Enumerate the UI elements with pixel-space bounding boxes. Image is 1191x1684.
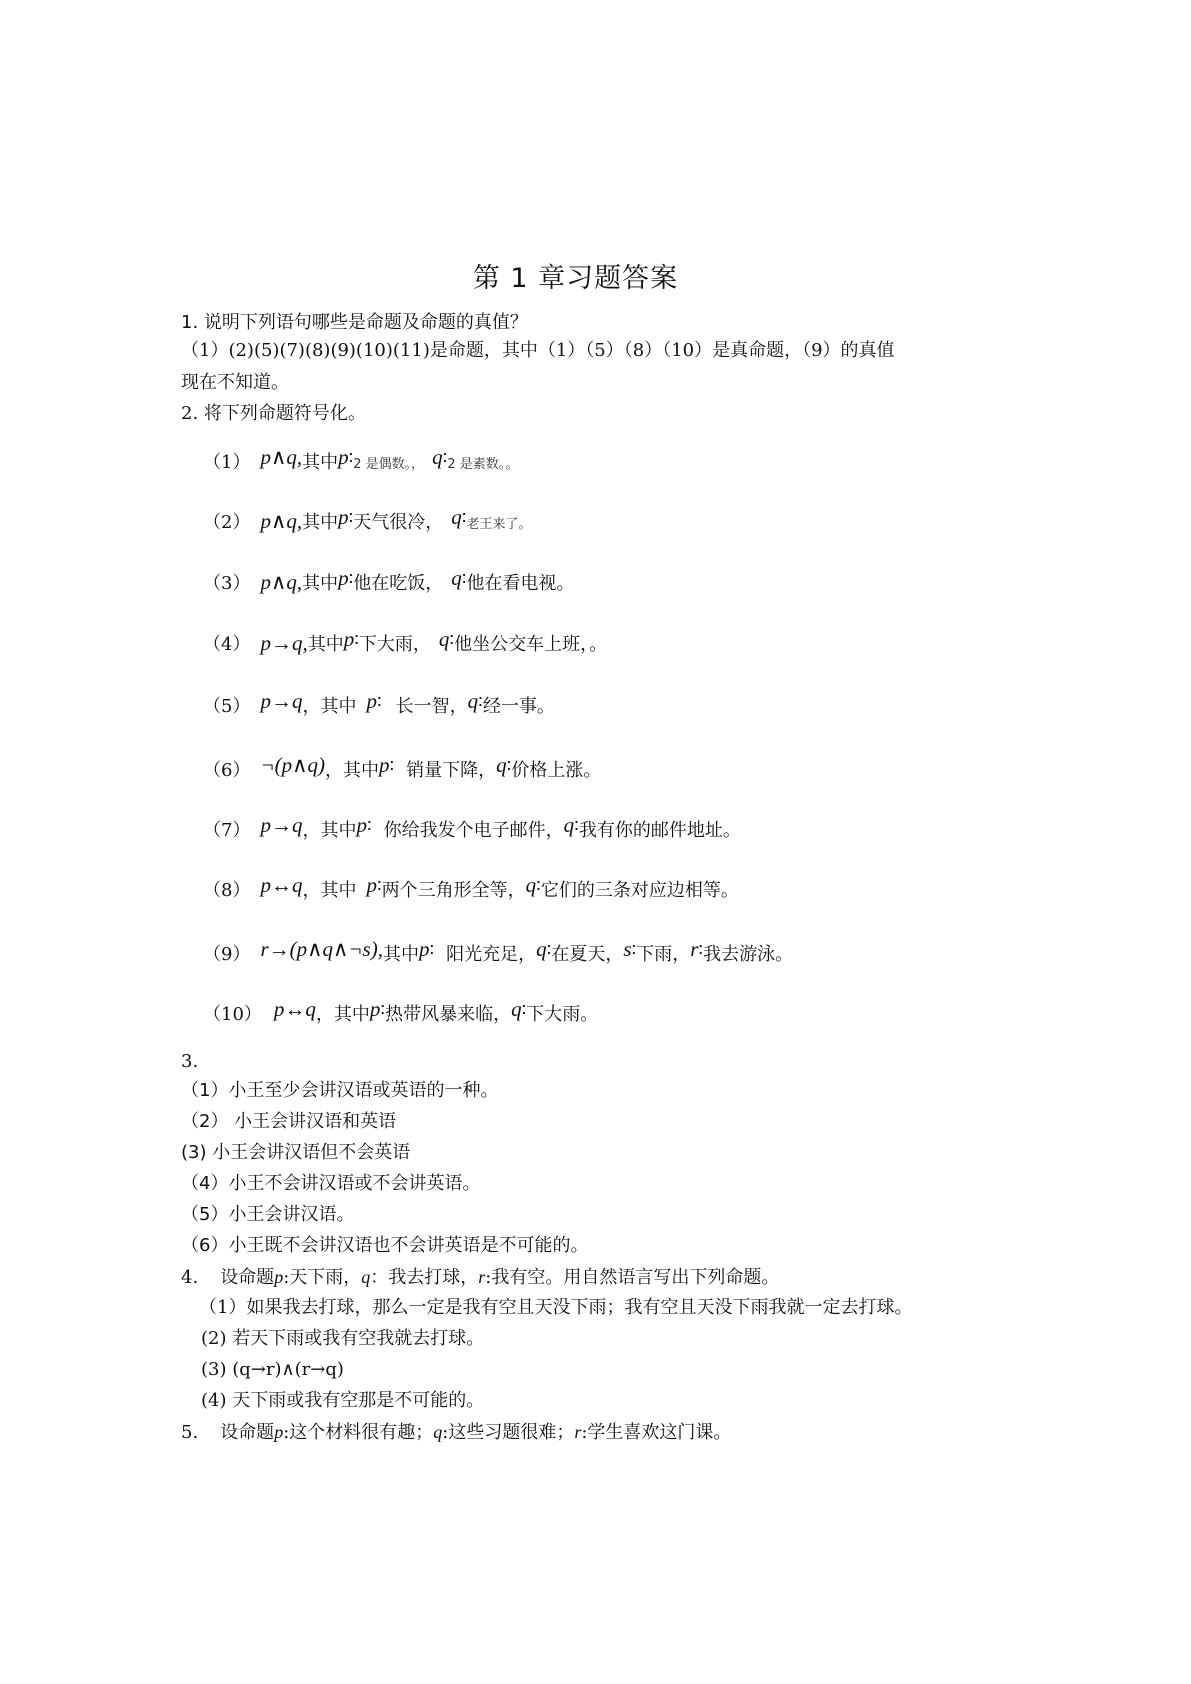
item-number: （9）: [203, 944, 251, 965]
label-qizhong: 其中: [307, 634, 344, 655]
formula: p∧q,: [260, 445, 303, 469]
colon: ∶: [536, 876, 541, 897]
formula: p→q: [260, 689, 303, 713]
p-text: 天气很冷，: [353, 512, 444, 533]
label-qizhong: ，其中: [324, 760, 379, 781]
var-q: q: [467, 689, 479, 713]
q2-item: [203, 689, 555, 719]
q2-item: [203, 813, 741, 843]
formula: p∧q,: [260, 570, 303, 594]
formula: p↔q: [260, 873, 303, 897]
colon: ∶: [546, 940, 552, 961]
colon: ∶: [376, 876, 382, 897]
formula: r→(p∧q∧¬s),: [260, 937, 383, 961]
var-q: q: [451, 505, 462, 529]
var-q: q: [433, 1422, 443, 1442]
p-text: 热带风暴来临，: [385, 1004, 512, 1025]
item-number: （3）: [203, 573, 251, 594]
q3-item: （2） 小王会讲汉语和英语: [181, 1111, 397, 1132]
formula: p→q: [260, 813, 303, 837]
q1-answer-line1: （1）(2)(5)(7)(8)(9)(10)(11)是命题，其中（1）（5）（8）（10）是真命题，（9）的真值: [181, 340, 895, 361]
p-text: 他在吃饭，: [353, 573, 444, 594]
p-text: :天下雨，: [283, 1267, 362, 1288]
colon: ∶: [631, 940, 637, 961]
var-p: p: [274, 1422, 284, 1442]
var-p: p: [338, 445, 349, 469]
r-text: :学生喜欢这门课。: [581, 1422, 732, 1443]
p-text: 你给我发个电子邮件，: [383, 820, 564, 841]
formula: p∧q,: [260, 509, 303, 533]
label-qizhong: ，其中: [302, 696, 357, 717]
q-text: 下大雨。: [526, 1004, 599, 1025]
label-qizhong: 其中: [302, 512, 339, 533]
p-text: 阳光充足，: [446, 944, 537, 965]
p-text: :这个材料很有趣；: [283, 1422, 434, 1443]
var-p: p: [274, 1267, 284, 1287]
q4-prefix: 设命题: [220, 1267, 275, 1288]
colon: ∶: [354, 630, 359, 651]
colon: ∶: [380, 1000, 386, 1021]
p-text: 长一智，: [395, 696, 468, 717]
item-number: （6）: [203, 760, 251, 781]
q2-item: [203, 753, 602, 783]
q-text: 我有你的邮件地址。: [578, 820, 741, 841]
q4-heading: [181, 1265, 779, 1290]
q3-heading: 3.: [181, 1051, 199, 1072]
item-number: （2）: [203, 512, 251, 533]
item-number: （1）: [203, 452, 251, 473]
q-text: 2 是素数。。: [447, 457, 519, 472]
colon: ∶: [506, 756, 512, 777]
q-text: 它们的三条对应边相等。: [540, 880, 739, 901]
colon: ∶: [376, 692, 382, 713]
q2-item: [203, 997, 599, 1027]
label-qizhong: ，其中: [315, 1004, 370, 1025]
var-r: r: [690, 937, 699, 961]
formula: p→q,: [260, 631, 308, 655]
q2-item: [203, 505, 532, 537]
label-qizhong: 其中: [302, 573, 339, 594]
q5-heading: [181, 1420, 731, 1445]
colon: ∶: [348, 448, 354, 469]
formula: ¬(p∧q): [260, 753, 325, 777]
q-text: 老王来了。: [466, 517, 532, 532]
q5-number: 5.: [181, 1422, 199, 1443]
q4-item: (2) 若天下雨或我有空我就去打球。: [201, 1328, 485, 1349]
var-q: q: [536, 937, 547, 961]
q2-item: [203, 937, 794, 967]
item-number: （10）: [203, 1004, 262, 1025]
item-number: （4）: [203, 634, 251, 655]
var-p: p: [366, 873, 377, 897]
label-qizhong: ，其中: [302, 820, 357, 841]
q3-item: (3) 小王会讲汉语但不会英语: [181, 1142, 411, 1163]
colon: ∶: [461, 569, 467, 590]
p-text: 两个三角形全等，: [381, 880, 526, 901]
var-q: q: [361, 1267, 371, 1287]
q-text: 价格上涨。: [511, 760, 602, 781]
item-number: （7）: [203, 820, 251, 841]
var-p: p: [369, 997, 381, 1021]
colon: ∶: [574, 816, 579, 837]
r-text: :我有空。用自然语言写出下列命题。: [485, 1267, 780, 1288]
var-p: p: [356, 813, 367, 837]
q3-item: （5）小王会讲汉语。: [181, 1204, 355, 1225]
var-q: q: [511, 997, 522, 1021]
q1-answer-line2: 现在不知道。: [181, 372, 289, 393]
q2-item: [203, 566, 575, 596]
q-text: 他在看电视。: [466, 573, 575, 594]
var-q: q: [563, 813, 575, 837]
item-number: （8）: [203, 880, 251, 901]
q4-item: (3) (q→r)∧(r→q): [201, 1359, 344, 1380]
var-p: p: [338, 566, 349, 590]
var-p: p: [366, 689, 377, 713]
var-r: r: [478, 1267, 486, 1287]
var-q: q: [438, 627, 450, 651]
colon: ∶: [449, 630, 455, 651]
p-text: 销量下降，: [406, 760, 497, 781]
q2-item: [203, 627, 608, 657]
q-text: ：我去打球，: [370, 1267, 479, 1288]
var-p: p: [418, 937, 430, 961]
label-qizhong: ，其中: [302, 880, 357, 901]
s-text: 下雨，: [636, 944, 691, 965]
var-p: p: [338, 505, 349, 529]
var-q: q: [525, 873, 537, 897]
label-qizhong: 其中: [382, 944, 419, 965]
colon: ∶: [366, 816, 372, 837]
label-qizhong: 其中: [302, 452, 339, 473]
colon: ∶: [461, 508, 467, 529]
colon: ∶: [389, 756, 395, 777]
p-text: 下大雨，: [358, 634, 431, 655]
var-q: q: [432, 445, 443, 469]
var-p: p: [343, 627, 355, 651]
q3-item: （1）小王至少会讲汉语或英语的一种。: [181, 1080, 499, 1101]
colon: ∶: [442, 448, 448, 469]
colon: ∶: [429, 940, 435, 961]
q2-item: [203, 445, 519, 477]
q3-item: （6）小王既不会讲汉语也不会讲英语是不可能的。: [181, 1235, 589, 1256]
colon: ∶: [348, 508, 354, 529]
var-q: q: [496, 753, 507, 777]
page-title: 第 1 章习题答案: [472, 263, 679, 294]
q-text: :这些习题很难；: [442, 1422, 575, 1443]
colon: ∶: [521, 1000, 527, 1021]
q-text: 在夏天，: [551, 944, 624, 965]
var-s: s: [623, 937, 632, 961]
var-q: q: [451, 566, 462, 590]
r-text: 我去游泳。: [703, 944, 794, 965]
var-p: p: [378, 753, 390, 777]
q4-number: 4.: [181, 1267, 199, 1288]
q5-prefix: 设命题: [220, 1422, 275, 1443]
q2-item: [203, 873, 739, 903]
q3-item: （4）小王不会讲汉语或不会讲英语。: [181, 1173, 481, 1194]
q-text: 他坐公交车上班，。: [454, 634, 608, 655]
item-number: （5）: [203, 696, 251, 717]
q2-heading: 2. 将下列命题符号化。: [181, 403, 366, 424]
q4-item: （1）如果我去打球，那么一定是我有空且天没下雨；我有空且天没下雨我就一定去打球。: [199, 1297, 913, 1318]
p-text: 2 是偶数。，: [353, 457, 425, 472]
colon: ∶: [348, 569, 354, 590]
colon: ∶: [698, 940, 704, 961]
q-text: 经一事。: [482, 696, 555, 717]
formula: p↔q: [273, 997, 316, 1021]
q1-heading: 1. 说明下列语句哪些是命题及命题的真值？: [181, 312, 528, 333]
q4-item: (4) 天下雨或我有空那是不可能的。: [201, 1390, 485, 1411]
colon: ∶: [478, 692, 483, 713]
var-r: r: [574, 1422, 582, 1442]
